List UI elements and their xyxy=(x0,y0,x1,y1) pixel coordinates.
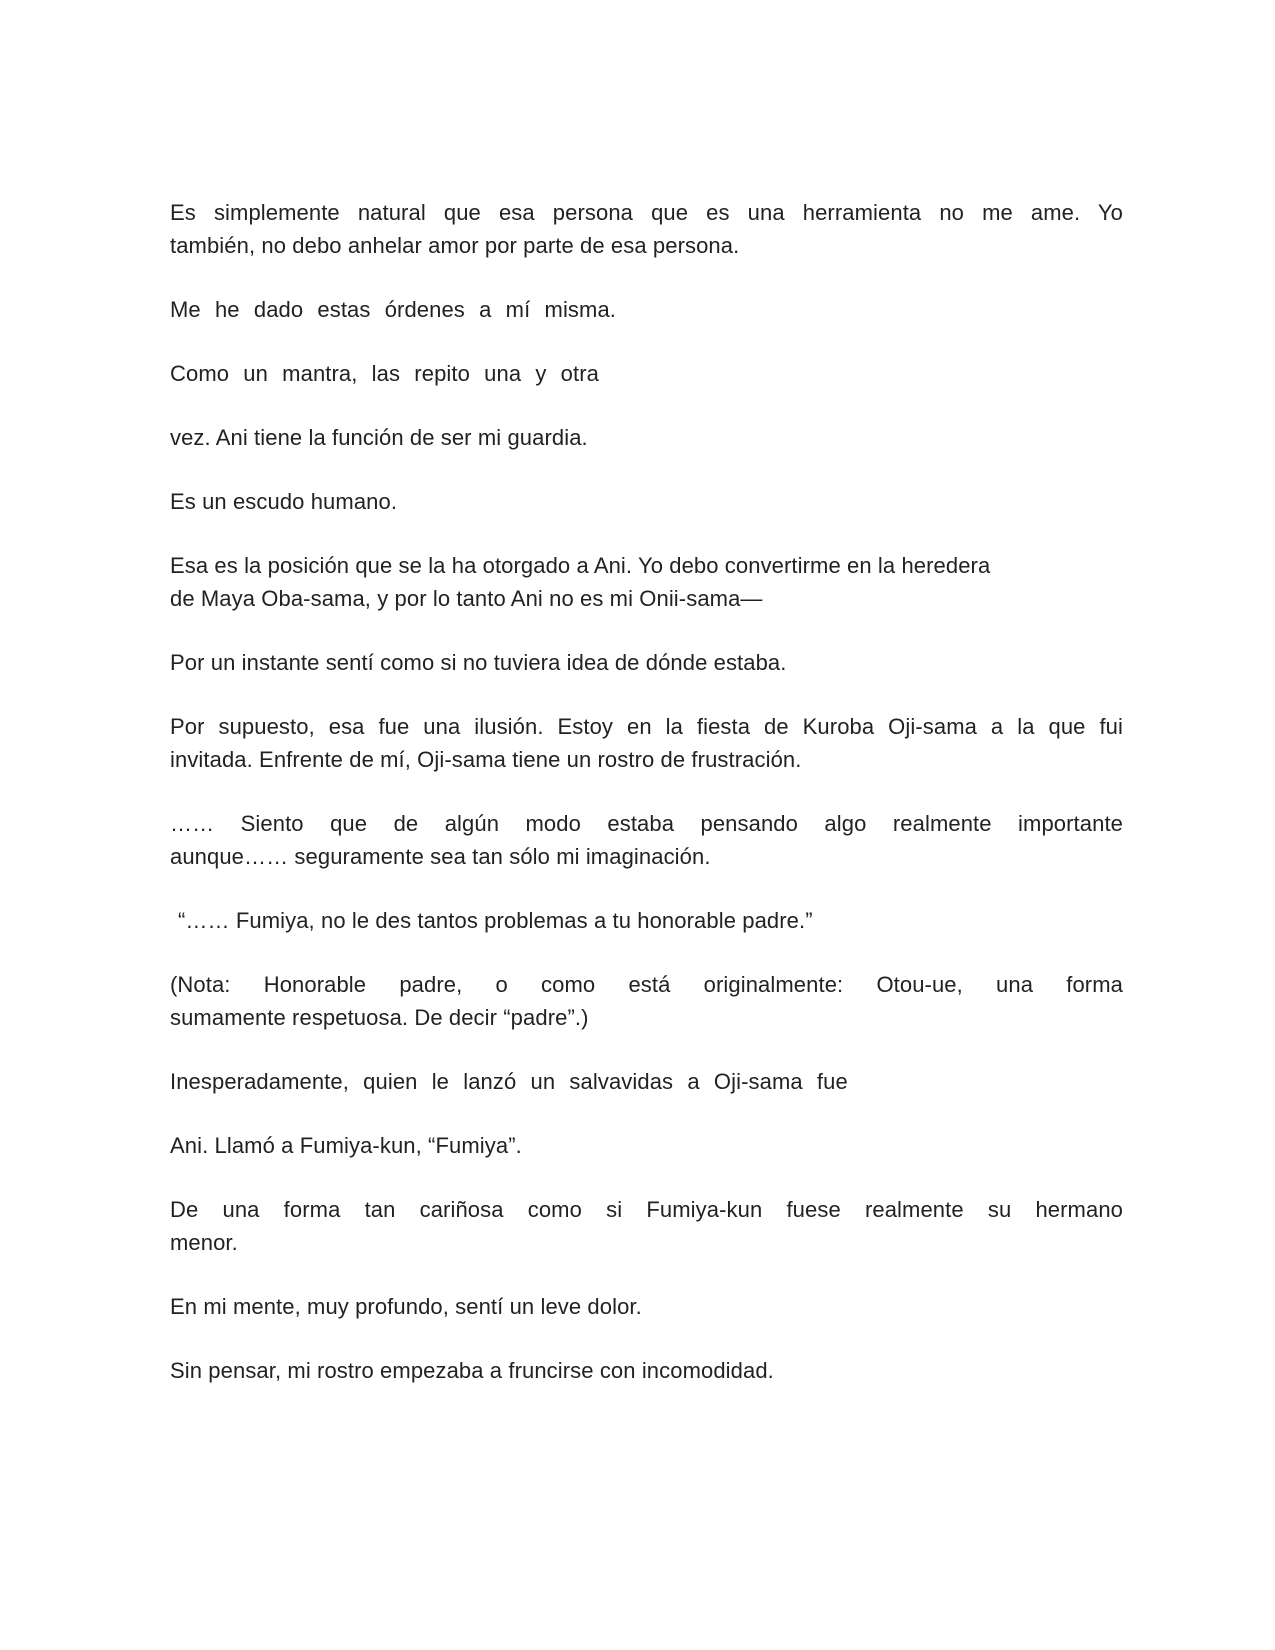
paragraph-line: …… Siento que de algún modo estaba pensando algo realmente importante xyxy=(170,811,1123,836)
paragraph-line: Ani. Llamó a Fumiya-kun, “Fumiya”. xyxy=(170,1133,522,1158)
paragraph xyxy=(170,807,1123,873)
paragraph xyxy=(170,421,1123,454)
paragraph xyxy=(170,293,1123,326)
document-text-body xyxy=(170,196,1123,1387)
paragraph-line: De una forma tan cariñosa como si Fumiya-kun fuese realmente su hermano xyxy=(170,1197,1123,1222)
paragraph-line: Como un mantra, las repito una y otra xyxy=(170,361,599,386)
paragraph-line: “…… Fumiya, no le des tantos problemas a tu honorable padre.” xyxy=(178,908,813,933)
paragraph-line: Inesperadamente, quien le lanzó un salvavidas a Oji-sama fue xyxy=(170,1069,848,1094)
paragraph xyxy=(170,549,1123,615)
paragraph xyxy=(170,904,1123,937)
paragraph-line: Por un instante sentí como si no tuviera idea de dónde estaba. xyxy=(170,650,787,675)
paragraph-line: Me he dado estas órdenes a mí misma. xyxy=(170,297,617,322)
paragraph xyxy=(170,1129,1123,1162)
paragraph xyxy=(170,1354,1123,1387)
paragraph xyxy=(170,1290,1123,1323)
paragraph-line: invitada. Enfrente de mí, Oji-sama tiene un rostro de frustración. xyxy=(170,747,802,772)
paragraph xyxy=(170,646,1123,679)
paragraph-line: sumamente respetuosa. De decir “padre”.) xyxy=(170,1005,589,1030)
paragraph xyxy=(170,357,1123,390)
paragraph xyxy=(170,710,1123,776)
paragraph-line: menor. xyxy=(170,1230,238,1255)
paragraph-line: (Nota: Honorable padre, o como está originalmente: Otou-ue, una forma xyxy=(170,972,1123,997)
paragraph-line: Es un escudo humano. xyxy=(170,489,398,514)
paragraph xyxy=(170,485,1123,518)
paragraph xyxy=(170,1065,1123,1098)
paragraph xyxy=(170,1193,1123,1259)
paragraph-line: Por supuesto, esa fue una ilusión. Estoy en la fiesta de Kuroba Oji-sama a la que fui xyxy=(170,714,1123,739)
paragraph-line: también, no debo anhelar amor por parte de esa persona. xyxy=(170,233,740,258)
paragraph-line: En mi mente, muy profundo, sentí un leve dolor. xyxy=(170,1294,642,1319)
paragraph-line: Es simplemente natural que esa persona que es una herramienta no me ame. Yo xyxy=(170,200,1123,225)
paragraph-line: de Maya Oba-sama, y por lo tanto Ani no es mi Onii-sama— xyxy=(170,586,763,611)
paragraph xyxy=(170,196,1123,262)
paragraph xyxy=(170,968,1123,1034)
paragraph-line: vez. Ani tiene la función de ser mi guardia. xyxy=(170,425,588,450)
paragraph-line: Esa es la posición que se la ha otorgado a Ani. Yo debo convertirme en la heredera xyxy=(170,553,991,578)
paragraph-line: aunque…… seguramente sea tan sólo mi imaginación. xyxy=(170,844,711,869)
paragraph-line: Sin pensar, mi rostro empezaba a fruncirse con incomodidad. xyxy=(170,1358,774,1383)
